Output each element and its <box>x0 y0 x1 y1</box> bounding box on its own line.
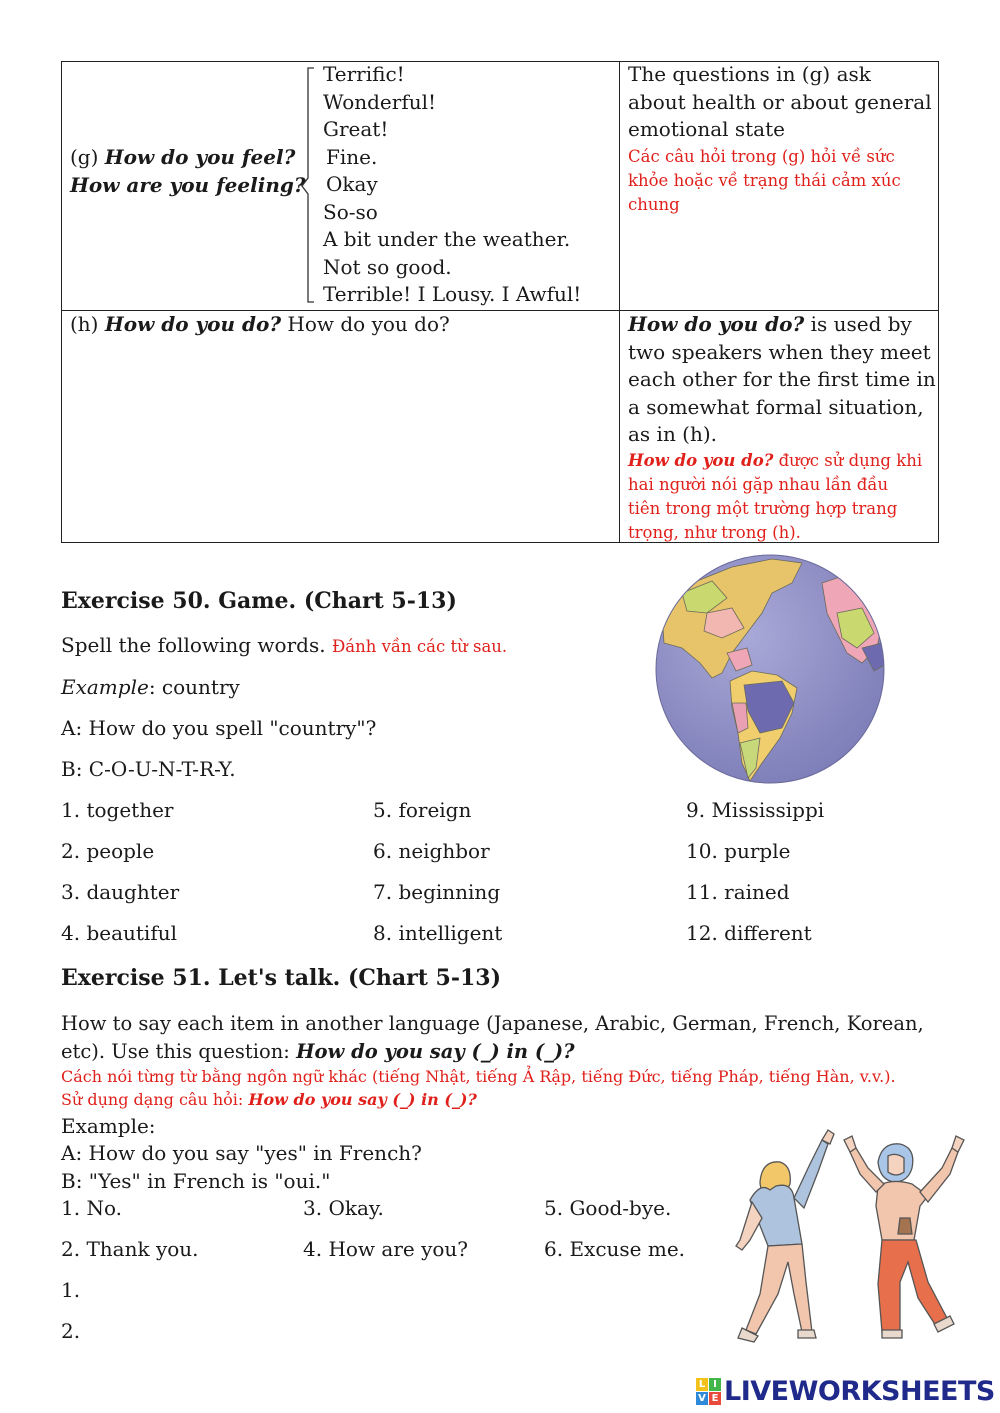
answer-item: Great! <box>323 117 389 141</box>
word-item: 1. together <box>61 798 174 822</box>
exercise-51-vi-1: Cách nói từng từ bằng ngôn ngữ khác (tiếng Nhật, tiếng Ả Rập, tiếng Đức, tiếng Pháp, tiếng Hàn, v.v.). <box>61 1067 896 1086</box>
explanation-vi-line: Các câu hỏi trong (g) hỏi về sức <box>628 146 895 166</box>
logo-letter-tile: E <box>709 1392 721 1405</box>
exercise-50-title: Exercise 50. Game. (Chart 5-13) <box>61 588 457 614</box>
word-item: 11. rained <box>686 880 790 904</box>
exercise-51-line-b: B: "Yes" in French is "oui." <box>61 1169 331 1193</box>
question-g-1: (g) How do you feel? <box>70 145 296 169</box>
logo-letter-tile: I <box>709 1378 721 1391</box>
explanation-h <box>628 311 936 545</box>
answers-list-g <box>323 61 581 309</box>
explanation-line: about health or about general <box>628 89 932 114</box>
question-g-2: How are you feeling? <box>70 173 306 197</box>
logo-badge <box>696 1378 722 1406</box>
explanation-vi-line: hai người nói gặp nhau lần đầu <box>628 474 889 494</box>
logo-letter-tile: L <box>696 1378 708 1391</box>
explanation-line: as in (h). <box>628 422 718 446</box>
explanation-line: emotional state <box>628 117 785 141</box>
answer-item: Wonderful! <box>323 89 437 114</box>
answer-item: Terrific! <box>323 62 405 86</box>
explanation-vi-line: khỏe hoặc về trạng thái cảm xúc <box>628 170 901 190</box>
word-item: 7. beginning <box>373 880 501 904</box>
word-item: 10. purple <box>686 839 791 863</box>
explanation-vi-line: chung <box>628 194 680 214</box>
phrase-item: 4. How are you? <box>303 1237 469 1261</box>
word-item: 2. people <box>61 839 155 863</box>
exercise-51-example-label: Example: <box>61 1114 156 1138</box>
explanation-line: How do you do? is used by <box>628 312 912 336</box>
phrase-item: 5. Good-bye. <box>544 1196 672 1220</box>
answer-line-1: 1. <box>61 1278 81 1302</box>
exercise-50-line-b: B: C-O-U-N-T-R-Y. <box>61 757 236 781</box>
people-illustration-icon <box>732 1122 968 1344</box>
explanation-vi-line: tiên trong một trường hợp trang <box>628 498 898 518</box>
answer-item: Terrible! I Lousy. I Awful! <box>323 282 582 306</box>
phrase-item: 6. Excuse me. <box>544 1237 686 1261</box>
exercise-51-instruction-1: How to say each item in another language (Japanese, Arabic, German, French, Korean, <box>61 1012 924 1035</box>
exercise-51-line-a: A: How do you say "yes" in French? <box>61 1141 422 1165</box>
explanation-line: each other for the first time in <box>628 367 936 391</box>
exercise-51-instruction-2: etc). Use this question: How do you say (_) in (_)? <box>61 1040 575 1063</box>
exercise-51-vi-2: Sử dụng dạng câu hỏi: How do you say (_) in (_)? <box>61 1090 477 1109</box>
explanation-vi-line: trọng, như trong (h). <box>628 522 801 542</box>
word-item: 3. daughter <box>61 880 180 904</box>
logo-text: LIVEWORKSHEETS <box>724 1376 995 1407</box>
brace-icon <box>296 66 318 306</box>
answer-item: Fine. <box>326 144 378 169</box>
logo-letter-tile: V <box>696 1392 708 1405</box>
phrase-item: 2. Thank you. <box>61 1237 199 1261</box>
word-item: 12. different <box>686 921 812 945</box>
explanation-line: The questions in (g) ask <box>628 62 871 86</box>
exercise-50-instruction: Spell the following words. Đánh vần các từ sau. <box>61 633 508 657</box>
word-item: 4. beautiful <box>61 921 177 945</box>
word-item: 6. neighbor <box>373 839 490 863</box>
globe-icon <box>652 553 888 785</box>
exercise-51-title: Exercise 51. Let's talk. (Chart 5-13) <box>61 965 501 991</box>
phrase-item: 3. Okay. <box>303 1196 384 1220</box>
cell-h-left <box>61 310 620 543</box>
word-item: 5. foreign <box>373 798 472 822</box>
answer-line-2: 2. <box>61 1319 81 1343</box>
answer-item: Not so good. <box>323 254 452 279</box>
explanation-line: two speakers when they meet <box>628 339 931 364</box>
exercise-50-example: Example: country <box>61 675 240 699</box>
answer-item: Okay <box>326 172 378 196</box>
phrase-item: 1. No. <box>61 1196 122 1220</box>
answer-item: A bit under the weather. <box>323 227 571 251</box>
explanation-g <box>628 61 932 217</box>
exercise-50-line-a: A: How do you spell "country"? <box>61 716 377 740</box>
liveworksheets-logo[interactable] <box>696 1374 994 1410</box>
explanation-line: a somewhat formal situation, <box>628 394 924 419</box>
word-item: 9. Mississippi <box>686 798 825 822</box>
word-item: 8. intelligent <box>373 921 503 945</box>
explanation-vi-line: How do you do? được sử dụng khi <box>628 450 923 470</box>
answer-item: So-so <box>323 199 378 224</box>
question-h: (h) How do you do? How do you do? <box>70 312 450 336</box>
